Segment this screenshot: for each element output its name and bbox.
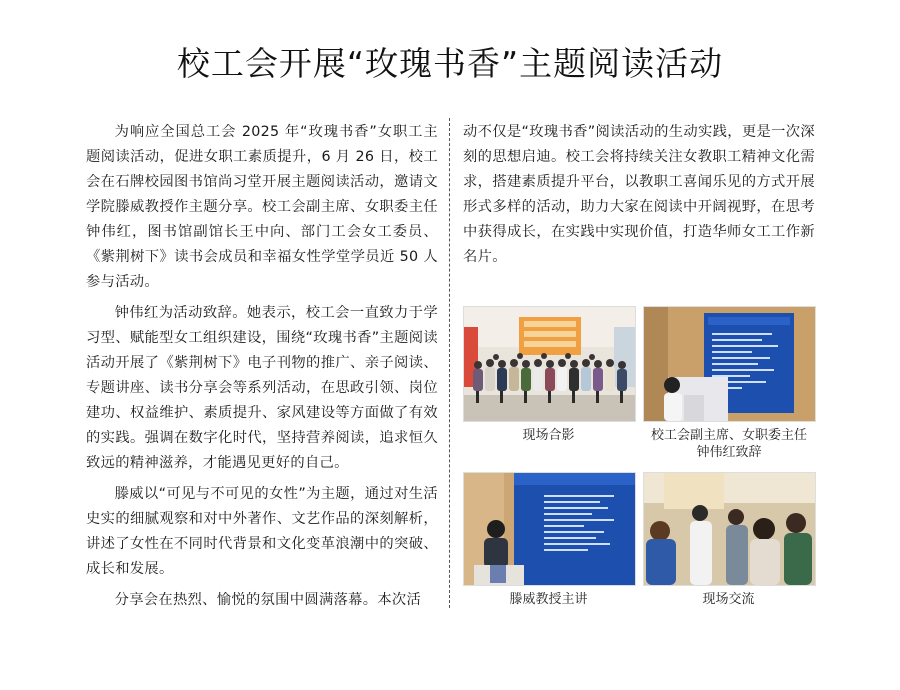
paragraph-3: 滕威以“可见与不可见的女性”为主题，通过对生活史实的细腻观察和对中外著作、文艺作品的深刻解析，讲述了女性在不同时代背景和文化变革浪潮中的突破、成长和发展。 xyxy=(86,486,438,577)
page-title: 校工会开展“玫瑰书香”主题阅读活动 xyxy=(176,44,724,83)
caption-group-photo: 现场合影 xyxy=(522,428,575,443)
paragraph-4-start: 分享会在热烈、愉悦的氛围中圆满落幕。本次活 xyxy=(114,592,422,608)
caption-lecture: 滕威教授主讲 xyxy=(509,592,588,607)
group-photo xyxy=(463,306,636,422)
paragraph-2: 钟伟红为活动致辞。她表示，校工会一直致力于学习型、赋能型女工组织建设，围绕“玫瑰书香”主题阅读活动开展了《紫荆树下》电子刊物的推广、亲子阅读、专题讲座、读书分享会等系列活动，在思政引领、岗位建功、权益维护、素质提升、家风建设等方面做了有效的实践。强调在数字化时代，坚持营养阅读，追求恒久致远的精神滋养，才能遇见更好的自己。 xyxy=(86,305,438,471)
column-divider xyxy=(449,118,450,608)
caption-line-2: 钟伟红致辞 xyxy=(696,445,762,460)
caption-exchange: 现场交流 xyxy=(702,592,755,607)
paragraph-1: 为响应全国总工会 2025 年“玫瑰书香”女职工主题阅读活动，促进女职工素质提升，6 月 26 日，校工会在石牌校园图书馆尚习堂开展主题阅读活动，邀请文学院滕威教授作主题分享。校工会副主席、女职委主任钟伟红，图书馆副馆长王中向、部门工会女工委员、《紫荆树下》读书会成员和幸福女性学堂学员近 50 人参与活动。 xyxy=(86,124,438,290)
right-column xyxy=(463,120,815,276)
caption-line-1: 校工会副主席、女职委主任 xyxy=(650,428,807,443)
opening-speech-photo xyxy=(643,306,816,422)
lecture-photo xyxy=(463,472,636,586)
caption-opening-speech xyxy=(636,427,822,461)
paragraph-4-continued: 动不仅是“玫瑰书香”阅读活动的生动实践，更是一次深刻的思想启迪。校工会将持续关注女教职工精神文化需求，搭建素质提升平台，以教职工喜闻乐见的方式开展形式多样的活动，助力大家在阅读中开阔视野，在思考中获得成长，在实践中实现价值，打造华师女工工作新名片。 xyxy=(463,124,815,265)
exchange-photo xyxy=(643,472,816,586)
left-column xyxy=(86,120,438,619)
